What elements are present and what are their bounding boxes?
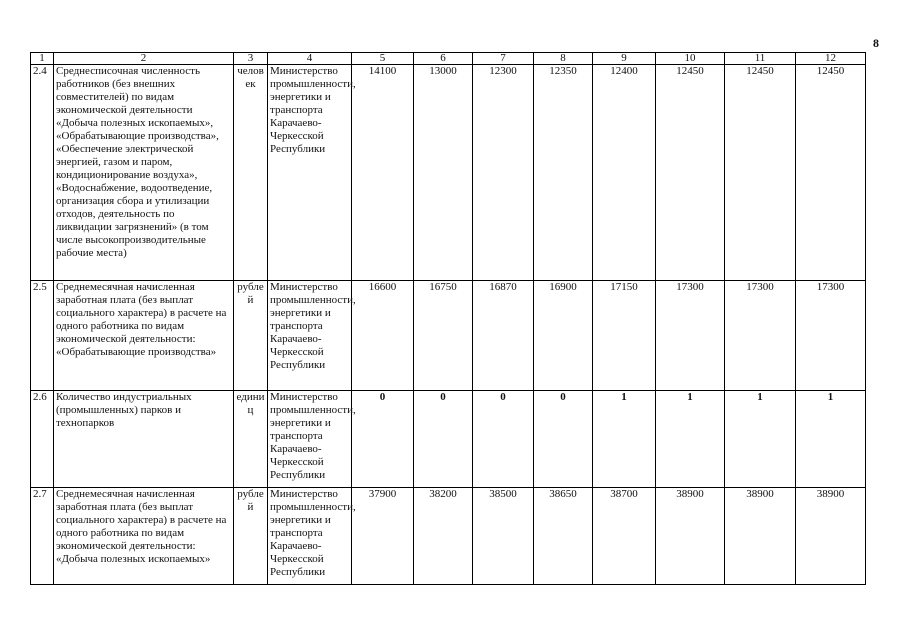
value-cell: 1 [725,391,796,488]
table-row [31,65,866,281]
page-number: 8 [873,36,879,50]
value-cell: 12450 [796,65,866,281]
column-header: 4 [268,53,352,65]
value-cell: 38900 [796,488,866,585]
value-cell: 14100 [352,65,414,281]
table-row [31,391,866,488]
value-cell: 0 [414,391,473,488]
column-header: 1 [31,53,54,65]
table-row [31,281,866,391]
column-header: 10 [656,53,725,65]
unit-cell: единиц [234,391,268,488]
column-header: 11 [725,53,796,65]
value-cell: 12350 [534,65,593,281]
unit-cell: человек [234,65,268,281]
value-cell: 17300 [656,281,725,391]
value-cell: 38700 [593,488,656,585]
responsible-cell: Министерство промышленности, энергетики и транспорта Карачаево-Черкесской Республики [268,488,352,585]
column-header: 7 [473,53,534,65]
value-cell: 16600 [352,281,414,391]
row-number: 2.4 [31,65,54,281]
value-cell: 1 [656,391,725,488]
column-header: 8 [534,53,593,65]
row-number: 2.5 [31,281,54,391]
indicator-description: Среднемесячная начисленная заработная плата (без выплат социального характера) в расчете на одного работника по видам экономической деятельности: «Обрабатывающие производства» [54,281,234,391]
value-cell: 13000 [414,65,473,281]
value-cell: 17150 [593,281,656,391]
value-cell: 12450 [656,65,725,281]
value-cell: 0 [534,391,593,488]
value-cell: 38900 [656,488,725,585]
value-cell: 1 [593,391,656,488]
indicators-table [30,52,866,585]
value-cell: 17300 [725,281,796,391]
column-header: 9 [593,53,656,65]
value-cell: 12400 [593,65,656,281]
indicator-description: Среднемесячная начисленная заработная плата (без выплат социального характера) в расчете на одного работника по видам экономической деятельности: «Добыча полезных ископаемых» [54,488,234,585]
column-header: 2 [54,53,234,65]
table-row [31,488,866,585]
unit-cell: рублей [234,488,268,585]
indicator-description: Среднесписочная численность работников (без внешних совместителей) по видам экономической деятельности «Добыча полезных ископаемых», «Обрабатывающие производства», «Обеспечение электрической энергией, газом и паром, кондиционирование воздуха», «Водоснабжение, водоотведение, организация сбора и утилизации отходов, деятельность по ликвидации загрязнений» (в том числе высокопроизводительные рабочие места) [54,65,234,281]
value-cell: 0 [473,391,534,488]
indicator-description: Количество индустриальных (промышленных) парков и технопарков [54,391,234,488]
value-cell: 16900 [534,281,593,391]
value-cell: 1 [796,391,866,488]
column-header: 6 [414,53,473,65]
row-number: 2.6 [31,391,54,488]
value-cell: 16750 [414,281,473,391]
column-header: 5 [352,53,414,65]
column-number-row [31,53,866,65]
value-cell: 38200 [414,488,473,585]
column-header: 3 [234,53,268,65]
value-cell: 12450 [725,65,796,281]
value-cell: 17300 [796,281,866,391]
responsible-cell: Министерство промышленности, энергетики и транспорта Карачаево-Черкесской Республики [268,65,352,281]
value-cell: 37900 [352,488,414,585]
value-cell: 38650 [534,488,593,585]
column-header: 12 [796,53,866,65]
row-number: 2.7 [31,488,54,585]
responsible-cell: Министерство промышленности, энергетики и транспорта Карачаево-Черкесской Республики [268,391,352,488]
value-cell: 16870 [473,281,534,391]
unit-cell: рублей [234,281,268,391]
value-cell: 0 [352,391,414,488]
responsible-cell: Министерство промышленности, энергетики и транспорта Карачаево-Черкесской Республики [268,281,352,391]
value-cell: 38900 [725,488,796,585]
value-cell: 12300 [473,65,534,281]
value-cell: 38500 [473,488,534,585]
